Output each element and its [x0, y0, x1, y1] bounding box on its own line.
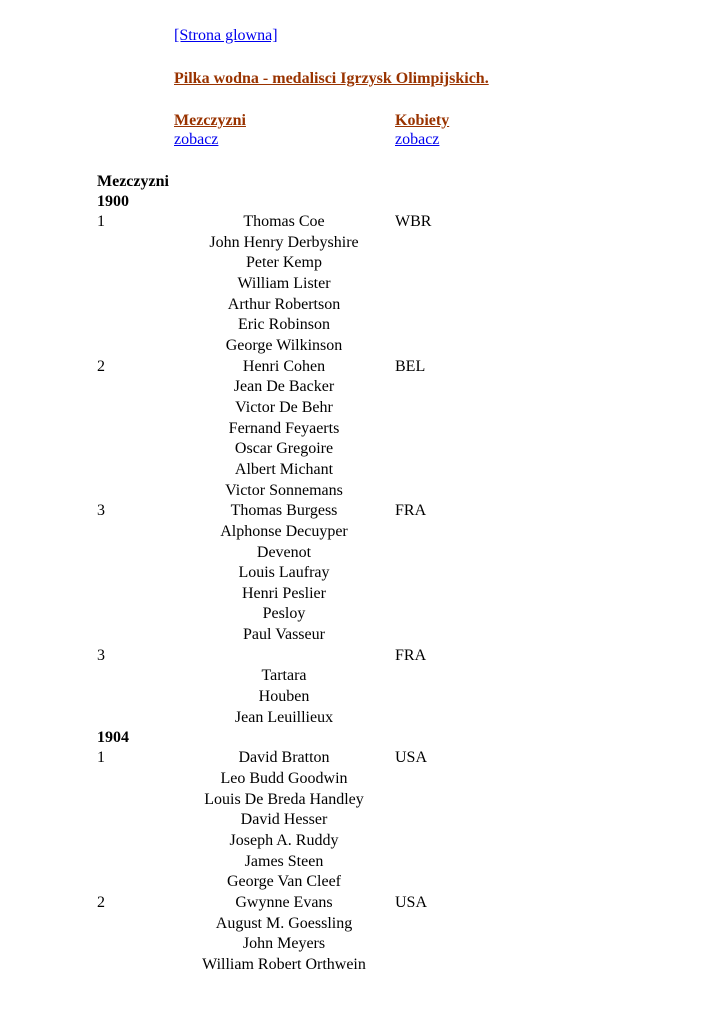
athlete-name: John Henry Derbyshire	[209, 233, 359, 251]
athlete-name: William Robert Orthwein	[202, 955, 366, 973]
nav-women-link[interactable]: zobacz	[395, 131, 440, 148]
athlete-name: Louis Laufray	[238, 564, 330, 582]
medal-row	[97, 666, 657, 687]
athlete-name: Thomas Coe	[243, 213, 325, 230]
country-code: FRA	[395, 502, 427, 520]
medal-rank: 2	[97, 357, 105, 375]
country-code: WBR	[395, 213, 432, 230]
medal-row	[97, 315, 657, 336]
athlete-name: Arthur Robertson	[227, 295, 341, 313]
medal-rank: 1	[97, 749, 105, 767]
athlete-name: David Hesser	[240, 811, 328, 829]
medal-row	[97, 419, 657, 440]
nav-women-heading: Kobiety	[395, 112, 450, 129]
medal-row	[97, 522, 657, 543]
athlete-name: Fernand Feyaerts	[228, 419, 340, 437]
country-code: USA	[395, 894, 428, 911]
medal-row	[97, 604, 657, 625]
medal-row	[97, 687, 657, 708]
medal-row	[97, 769, 657, 790]
year-heading: 1900	[97, 193, 129, 210]
medal-row	[97, 398, 657, 419]
athlete-name: August M. Goessling	[215, 914, 353, 932]
athlete-name: Henri Peslier	[242, 584, 326, 602]
medal-row	[97, 336, 657, 357]
athlete-name: Victor De Behr	[235, 398, 333, 416]
athlete-name: George Van Cleef	[226, 873, 342, 891]
medal-row	[97, 563, 657, 584]
medal-rank: 3	[97, 502, 105, 520]
medal-row	[97, 708, 657, 729]
medal-rank: 1	[97, 213, 105, 230]
medal-row	[97, 357, 657, 378]
medal-row	[97, 893, 657, 914]
medal-list-section	[97, 172, 657, 976]
athlete-name: Houben	[258, 688, 310, 706]
athlete-name: Paul Vasseur	[243, 626, 325, 644]
athlete-name: Victor Sonnemans	[225, 481, 343, 499]
medal-row	[97, 852, 657, 873]
athlete-name: Jean De Backer	[233, 378, 335, 396]
nav-women	[395, 111, 449, 149]
medal-rank: 3	[97, 646, 105, 664]
medal-rank: 2	[97, 894, 105, 911]
medal-row	[97, 810, 657, 831]
nav-men-heading: Mezczyzni	[174, 112, 246, 129]
athlete-name: Eric Robinson	[238, 316, 330, 334]
athlete-name: Joseph A. Ruddy	[229, 832, 339, 850]
medal-row	[97, 748, 657, 769]
section-title: Mezczyzni	[97, 173, 169, 190]
athlete-name: George Wilkinson	[225, 336, 343, 354]
country-code: BEL	[395, 357, 426, 375]
home-link[interactable]: [Strona glowna]	[174, 27, 278, 44]
medal-row	[97, 955, 657, 976]
medal-row	[97, 543, 657, 564]
medal-row	[97, 460, 657, 481]
athlete-name: Oscar Gregoire	[234, 440, 334, 458]
medal-row	[97, 274, 657, 295]
medal-row	[97, 501, 657, 522]
athlete-name: John Meyers	[242, 935, 326, 953]
country-code: USA	[395, 749, 428, 767]
medal-row	[97, 831, 657, 852]
nav-men-link[interactable]: zobacz	[174, 131, 219, 148]
medal-row	[97, 212, 657, 233]
medal-row	[97, 233, 657, 254]
athlete-name: Henri Cohen	[242, 357, 326, 375]
country-code: FRA	[395, 646, 427, 664]
athlete-name: Gwynne Evans	[235, 894, 333, 911]
athlete-name: Albert Michant	[234, 460, 334, 478]
athlete-name: Thomas Burgess	[230, 502, 338, 520]
medal-row	[97, 872, 657, 893]
medal-row	[97, 914, 657, 935]
page-title: Pilka wodna - medalisci Igrzysk Olimpijskich.	[174, 70, 489, 87]
medal-row	[97, 481, 657, 502]
athlete-name: Louis De Breda Handley	[204, 790, 364, 808]
athlete-name: Pesloy	[262, 605, 306, 623]
athlete-name: Tartara	[261, 667, 307, 685]
year-heading: 1904	[97, 729, 129, 747]
medal-row	[97, 253, 657, 274]
athlete-name: William Lister	[237, 274, 331, 292]
athlete-name: James Steen	[244, 852, 324, 870]
medal-row	[97, 625, 657, 646]
athlete-name: Peter Kemp	[246, 254, 322, 272]
athlete-name: David Bratton	[238, 749, 330, 767]
medal-row	[97, 934, 657, 955]
medal-row	[97, 377, 657, 398]
medal-row	[97, 790, 657, 811]
nav-men	[174, 111, 246, 149]
medal-row	[97, 584, 657, 605]
athlete-name: Alphonse Decuyper	[220, 522, 348, 540]
medal-row	[97, 439, 657, 460]
athlete-name: Devenot	[256, 543, 312, 561]
medal-row	[97, 646, 657, 667]
athlete-name: Jean Leuillieux	[234, 708, 334, 726]
medal-row	[97, 295, 657, 316]
athlete-name: Leo Budd Goodwin	[220, 770, 348, 788]
